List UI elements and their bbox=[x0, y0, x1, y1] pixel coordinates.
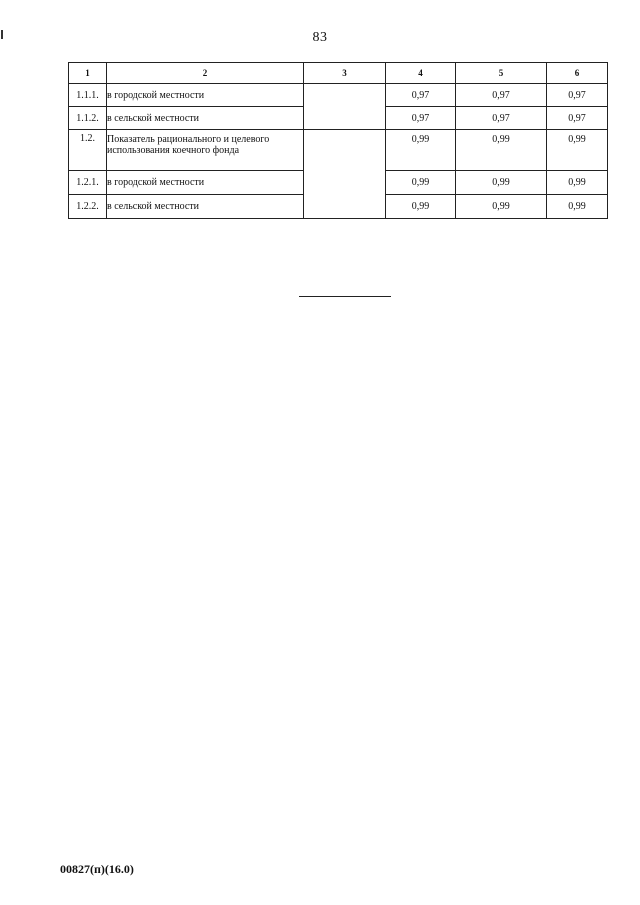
row-value-col-6: 0,99 bbox=[547, 195, 608, 219]
indicators-table-container bbox=[68, 62, 608, 219]
row-number: 1.2. bbox=[69, 130, 107, 171]
table-row bbox=[69, 84, 608, 107]
section-divider-line bbox=[299, 296, 391, 297]
row-value-col-5: 0,99 bbox=[456, 195, 547, 219]
row-value-col-6: 0,97 bbox=[547, 84, 608, 107]
header-col-1: 1 bbox=[69, 63, 107, 84]
header-col-5: 5 bbox=[456, 63, 547, 84]
col-3-merged-cell bbox=[304, 84, 386, 130]
row-value-col-5: 0,97 bbox=[456, 107, 547, 130]
row-value-col-4: 0,99 bbox=[386, 130, 456, 171]
indicators-table bbox=[68, 62, 608, 219]
row-value-col-5: 0,99 bbox=[456, 130, 547, 171]
header-col-4: 4 bbox=[386, 63, 456, 84]
col-3-merged-cell bbox=[304, 130, 386, 219]
row-value-col-5: 0,97 bbox=[456, 84, 547, 107]
header-col-2: 2 bbox=[107, 63, 304, 84]
row-name: в городской местности bbox=[107, 171, 304, 195]
row-number: 1.1.1. bbox=[69, 84, 107, 107]
row-number: 1.2.2. bbox=[69, 195, 107, 219]
row-name: в сельской местности bbox=[107, 107, 304, 130]
row-value-col-4: 0,97 bbox=[386, 84, 456, 107]
table-header-row bbox=[69, 63, 608, 84]
table-row bbox=[69, 130, 608, 171]
row-number: 1.2.1. bbox=[69, 171, 107, 195]
row-number: 1.1.2. bbox=[69, 107, 107, 130]
row-value-col-6: 0,97 bbox=[547, 107, 608, 130]
row-value-col-4: 0,99 bbox=[386, 171, 456, 195]
row-name: в городской местности bbox=[107, 84, 304, 107]
row-value-col-6: 0,99 bbox=[547, 130, 608, 171]
header-col-3: 3 bbox=[304, 63, 386, 84]
row-value-col-6: 0,99 bbox=[547, 171, 608, 195]
row-value-col-4: 0,99 bbox=[386, 195, 456, 219]
row-name: Показатель рационального и целевого использования коечного фонда bbox=[107, 130, 304, 171]
row-name: в сельской местности bbox=[107, 195, 304, 219]
document-code: 00827(п)(16.0) bbox=[60, 862, 134, 876]
row-value-col-5: 0,99 bbox=[456, 171, 547, 195]
row-value-col-4: 0,97 bbox=[386, 107, 456, 130]
page-number: 83 bbox=[312, 30, 328, 45]
header-col-6: 6 bbox=[547, 63, 608, 84]
